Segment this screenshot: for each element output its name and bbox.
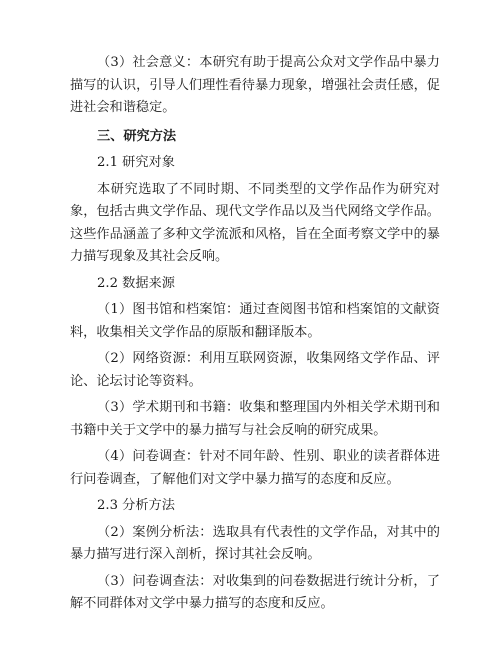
paragraph-journals-books: （3）学术期刊和书籍：收集和整理国内外相关学术期刊和书籍中关于文学中的暴力描写与社会反响的研究成果。 [70, 400, 440, 438]
paragraph-library-archive: （1）图书馆和档案馆：通过查阅图书馆和档案馆的文献资料，收集相关文学作品的原版和翻译版本。 [70, 302, 440, 340]
paragraph-questionnaire: （4）问卷调查：针对不同年龄、性别、职业的读者群体进行问卷调查，了解他们对文学中暴力描写的态度和反应。 [70, 449, 440, 487]
subsection-2-1: 2.1 研究对象 [97, 155, 175, 170]
paragraph-network-resources: （2）网络资源：利用互联网资源，收集网络文学作品、评论、论坛讨论等资料。 [70, 351, 440, 389]
paragraph-survey-method: （3）问卷调查法：对收集到的问卷数据进行统计分析，了解不同群体对文学中暴力描写的态度和反应。 [70, 573, 440, 611]
paragraph-case-analysis: （2）案例分析法：选取具有代表性的文学作品，对其中的暴力描写进行深入剖析，探讨其社会反响。 [70, 524, 440, 562]
paragraph-social-significance: （3）社会意义：本研究有助于提高公众对文学作品中暴力描写的认识，引导人们理性看待暴力现象，增强社会责任感，促进社会和谐稳定。 [70, 55, 440, 115]
subsection-2-2: 2.2 数据来源 [97, 275, 175, 291]
section-heading-research-methods: 三、研究方法 [97, 128, 177, 144]
paragraph-research-object: 本研究选取了不同时期、不同类型的文学作品作为研究对象，包括古典文学作品、现代文学作品以及当代网络文学作品。这些作品涵盖了多种文学流派和风格，旨在全面考察文学中的暴力描写现象及其社会反响。 [70, 181, 440, 264]
subsection-2-3: 2.3 分析方法 [97, 498, 175, 513]
